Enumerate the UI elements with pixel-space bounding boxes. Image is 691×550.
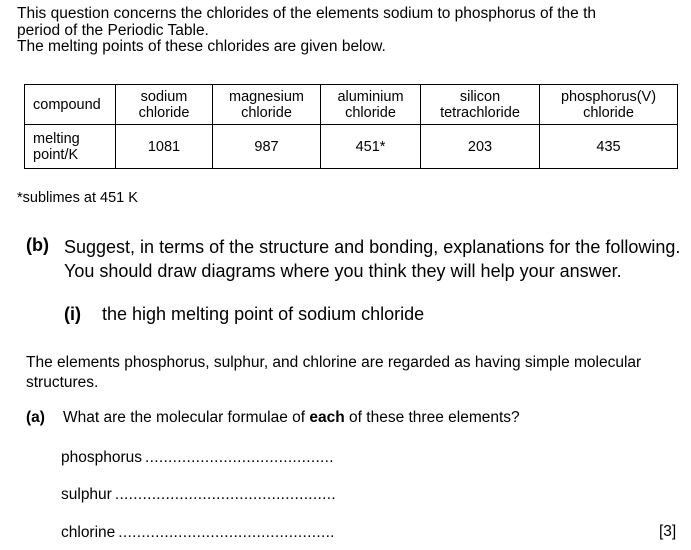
answer-label-sulphur: sulphur — [61, 486, 112, 503]
question-b-line-2: You should draw diagrams where you think they will help your answer. — [64, 261, 622, 281]
melting-points-table — [24, 84, 678, 169]
question-a-text: What are the molecular formulae of each of these three elements? — [63, 409, 520, 426]
question-i-text: the high melting point of sodium chloride — [102, 304, 425, 324]
compound-header-cell: compound — [25, 85, 116, 125]
marks-label: [3] — [659, 523, 677, 540]
table-row-melting-point — [25, 125, 678, 169]
table-header-row — [25, 85, 678, 125]
question-a-label: (a) — [26, 409, 45, 426]
question-a-emphasis: each — [309, 409, 345, 426]
answer-label-phosphorus: phosphorus — [61, 449, 143, 466]
footnote: *sublimes at 451 K — [17, 190, 138, 206]
answer-dots-chlorine[interactable]: ............................................... — [118, 524, 335, 541]
melting-point-magnesium-chloride: 987 — [213, 125, 321, 169]
intro-line-2: period of the Periodic Table. — [17, 21, 209, 39]
compound-header-aluminium-chloride: aluminium chloride — [321, 85, 421, 125]
melting-point-aluminium-chloride: 451* — [321, 125, 421, 169]
melting-point-phosphorus-chloride: 435 — [540, 125, 678, 169]
answer-dots-sulphur[interactable]: ................................................ — [114, 486, 336, 503]
elements-paragraph — [26, 353, 641, 393]
question-i-label: (i) — [64, 304, 81, 324]
answer-label-chlorine: chlorine — [61, 524, 116, 541]
question-b-line-1: Suggest, in terms of the structure and bonding, explanations for the following. — [64, 237, 681, 257]
answer-line-chlorine[interactable] — [61, 524, 335, 542]
question-b-label: (b) — [26, 235, 49, 255]
paragraph-line-2: structures. — [26, 374, 99, 391]
answer-line-phosphorus[interactable] — [61, 449, 334, 467]
question-b-text — [64, 235, 680, 283]
melting-point-silicon-tetrachloride: 203 — [421, 125, 540, 169]
compound-header-phosphorus-chloride: phosphorus(V) chloride — [540, 85, 678, 125]
melting-point-header-cell: melting point/K — [25, 125, 116, 169]
paragraph-line-1: The elements phosphorus, sulphur, and chlorine are regarded as having simple molecular — [26, 354, 642, 371]
compound-header-silicon-tetrachloride: silicon tetrachloride — [421, 85, 540, 125]
compound-header-magnesium-chloride: magnesium chloride — [213, 85, 321, 125]
answer-line-sulphur[interactable] — [61, 486, 336, 504]
compound-header-sodium-chloride: sodium chloride — [116, 85, 213, 125]
answer-dots-phosphorus[interactable]: ......................................... — [145, 449, 334, 466]
intro-line-3: The melting points of these chlorides are given below. — [17, 38, 386, 55]
melting-point-sodium-chloride: 1081 — [116, 125, 213, 169]
intro-line-1: This question concerns the chlorides of the elements sodium to phosphorus of the th — [17, 5, 597, 22]
intro-text — [17, 6, 596, 56]
